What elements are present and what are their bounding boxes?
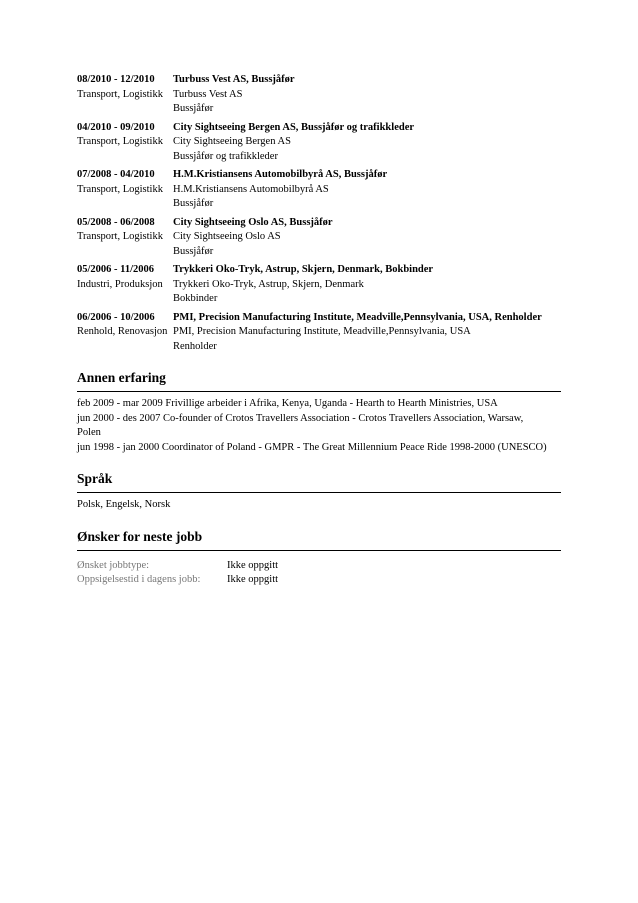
job-role: Bussjåfør (173, 245, 214, 257)
job-industry: Industri, Produksjon (77, 278, 163, 290)
next-job-row (77, 573, 561, 588)
job-company: Trykkeri Oko-Tryk, Astrup, Skjern, Denmark (173, 278, 364, 290)
job-period: 06/2006 - 10/2006 (77, 311, 155, 323)
job-role: Renholder (173, 340, 217, 352)
job-industry: Transport, Logistikk (77, 88, 163, 100)
other-experience-line: jun 1998 - jan 2000 Coordinator of Poland - GMPR - The Great Millennium Peace Ride 1998-2000 (UNESCO) (77, 441, 547, 453)
next-job-value: Ikke oppgitt (227, 574, 279, 585)
job-company: City Sightseeing Oslo AS (173, 231, 281, 242)
job-company: City Sightseeing Bergen AS (173, 136, 291, 147)
other-experience-heading: Annen erfaring (77, 370, 561, 392)
job-entry (77, 168, 561, 212)
next-job-label: Ønsket jobbtype: (77, 559, 150, 571)
other-experience-list (77, 397, 561, 455)
job-entry (77, 121, 561, 165)
languages-text: Polsk, Engelsk, Norsk (77, 499, 171, 510)
next-job-label: Oppsigelsestid i dagens jobb: (77, 574, 201, 585)
languages-heading: Språk (77, 471, 561, 493)
other-experience-line: Polen (77, 427, 101, 438)
job-title: City Sightseeing Bergen AS, Bussjåfør og trafikkleder (173, 121, 415, 133)
job-role: Bussjåfør (173, 103, 214, 114)
job-industry: Transport, Logistikk (77, 231, 163, 242)
other-experience-line: feb 2009 - mar 2009 Frivillige arbeider i Afrika, Kenya, Uganda - Hearth to Hearth Ministries, USA (77, 398, 498, 409)
job-title: PMI, Precision Manufacturing Institute, Meadville,Pennsylvania, USA, Renholder (173, 311, 542, 323)
job-period: 08/2010 - 12/2010 (77, 74, 155, 85)
job-role: Bussjåfør (173, 198, 214, 209)
job-entry (77, 263, 561, 307)
other-experience-line: jun 2000 - des 2007 Co-founder of Crotos Travellers Association - Crotos Travellers Association, Warsaw, (77, 412, 524, 424)
job-period: 05/2006 - 11/2006 (77, 264, 155, 275)
job-company: H.M.Kristiansens Automobilbyrå AS (173, 183, 329, 195)
job-period: 05/2008 - 06/2008 (77, 216, 155, 228)
cv-page (77, 73, 561, 588)
job-role: Bokbinder (173, 293, 218, 304)
job-industry: Transport, Logistikk (77, 136, 163, 147)
job-company: Turbuss Vest AS (173, 88, 243, 100)
job-entry (77, 311, 561, 355)
job-industry: Transport, Logistikk (77, 183, 163, 195)
job-industry: Renhold, Renovasjon (77, 326, 168, 337)
next-job-heading: Ønsker for neste jobb (77, 529, 561, 551)
next-job-row (77, 559, 561, 574)
next-job-details (77, 559, 561, 588)
job-title: Trykkeri Oko-Tryk, Astrup, Skjern, Denmark, Bokbinder (173, 264, 434, 275)
job-period: 07/2008 - 04/2010 (77, 169, 155, 180)
job-entry (77, 216, 561, 260)
job-title: City Sightseeing Oslo AS, Bussjåfør (173, 216, 333, 228)
job-title: Turbuss Vest AS, Bussjåfør (173, 74, 295, 85)
job-role: Bussjåfør og trafikkleder (173, 150, 278, 162)
job-period: 04/2010 - 09/2010 (77, 121, 155, 133)
job-title: H.M.Kristiansens Automobilbyrå AS, Bussjåfør (173, 169, 388, 180)
job-entry (77, 73, 561, 117)
job-company: PMI, Precision Manufacturing Institute, Meadville,Pennsylvania, USA (173, 326, 471, 337)
next-job-value: Ikke oppgitt (227, 559, 279, 571)
